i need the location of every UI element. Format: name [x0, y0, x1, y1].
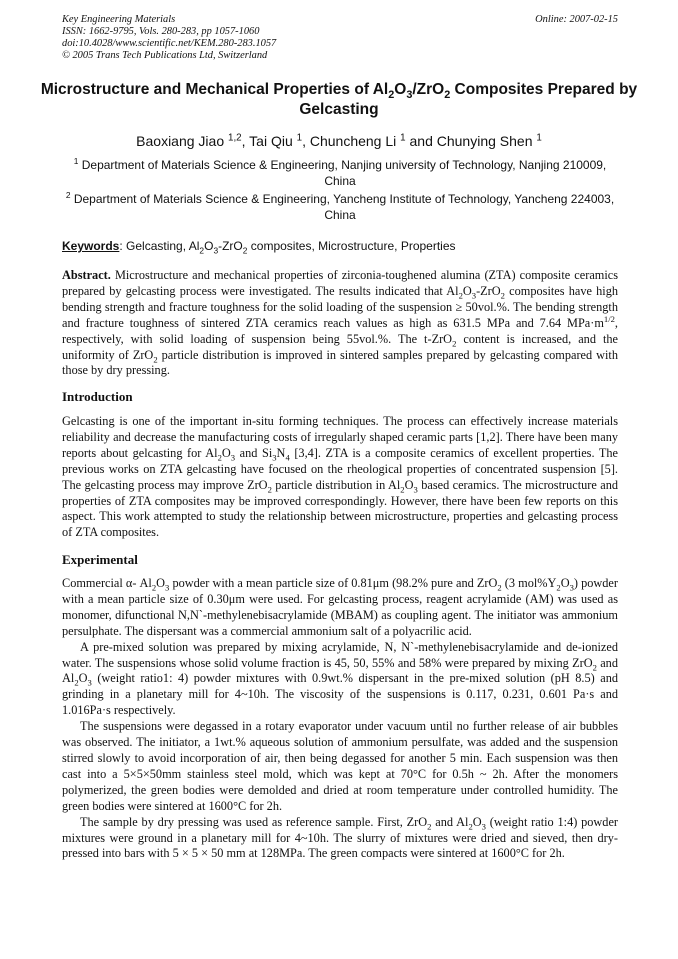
author-affil-mark: 1,2	[228, 132, 242, 144]
author-list	[40, 132, 638, 150]
keyword-sub: 3	[213, 245, 219, 256]
experimental-paragraph-2	[62, 640, 618, 720]
journal-name: Key Engineering Materials	[62, 14, 176, 25]
online-date: Online: 2007-02-15	[535, 14, 618, 25]
sub: 3	[272, 452, 277, 463]
affil-text: Department of Materials Science & Engineering, Nanjing university of Technology, Nanjing 210009, China	[78, 158, 607, 188]
title-text: O	[394, 81, 407, 98]
keywords-colon: :	[119, 239, 123, 253]
experimental-paragraph-1	[62, 576, 618, 640]
keyword-text: Gelcasting, Al	[122, 239, 200, 253]
exp-text: and Al	[431, 814, 469, 829]
intro-text: based ceramics. The microstructure and properties of ZTA composites may be improved correspondingly. However, there have been few reports on this aspect. This work attempted to study the relationship between microstructure, properties and gelcasting process of ZTA composites.	[62, 477, 619, 540]
affil-mark: 1	[73, 156, 79, 166]
intro-text: O	[221, 445, 231, 460]
paper-title	[40, 80, 638, 120]
sub: 2	[452, 338, 457, 349]
title-sub: 3	[406, 89, 413, 102]
exp-text: O	[472, 814, 482, 829]
intro-text: O	[404, 477, 414, 492]
affiliation-1	[62, 157, 618, 189]
sub: 4	[285, 452, 290, 463]
sub: 3	[569, 582, 574, 593]
sub: 2	[151, 582, 157, 593]
abstract-text: particle distribution is improved in sintered samples prepared by gelcasting compared with those by dry pressing.	[62, 347, 618, 378]
abstract-text: -ZrO	[476, 283, 501, 298]
title-text: Composites Prepared by Gelcasting	[299, 81, 638, 118]
abstract-text: Microstructure and mechanical properties of zirconia-toughened alumina (ZTA) composite ceramics prepared by gelcasting process were investigated. The results indicated that Al	[62, 268, 618, 298]
section-heading-experimental: Experimental	[62, 552, 138, 567]
keyword-text: O	[204, 239, 214, 253]
sup: 1/2	[603, 313, 615, 324]
sub: 3	[87, 677, 92, 688]
exp-text: and Al	[62, 655, 618, 686]
sub: 3	[413, 484, 418, 495]
sub: 2	[468, 821, 473, 832]
abstract-text: O	[462, 283, 472, 298]
keywords	[62, 238, 618, 254]
keyword-text: -ZrO	[218, 239, 243, 253]
sub: 3	[165, 582, 170, 593]
keyword-text: composites, Microstructure, Properties	[247, 239, 456, 253]
sub: 2	[153, 353, 158, 364]
doi-line: doi:10.4028/www.scientific.net/KEM.280-283.1057	[62, 38, 277, 49]
intro-text: Gelcasting is one of the important in-situ forming techniques. The process can effectively increase materials reliability and decrease the manufacturing costs of irregularly shaped ceramic parts [1,2]. There have been many reports about gelcasting for Al	[62, 414, 618, 460]
abstract-text: content is increased, and the uniformity of ZrO	[62, 331, 618, 362]
exp-text: (weight ratio 1:4) powder mixtures were ground in a planetary mill for 4~10h. The slurry of mixtures were dried and sieved, then dry-pressed into bars with 5 × 5 × 50 mm at 128MPa. The green compacts were sintered at 1600°C for 2h.	[62, 814, 618, 861]
introduction-body	[62, 414, 618, 541]
journal-header	[62, 14, 618, 62]
affil-mark: 2	[65, 190, 71, 200]
sub: 2	[497, 582, 502, 593]
exp-text: The sample by dry pressing was used as reference sample. First, ZrO	[80, 814, 428, 829]
sub: 2	[74, 677, 79, 688]
exp-text: O	[560, 576, 570, 590]
title-sub: 2	[444, 89, 451, 102]
exp-text: (weight ratio1: 4) powder mixtures with 0.9wt.% dispersant in the pre-mixed solution (pH 8.5) and grinding in a planetary mill for 4~10h. The viscosity of the suspensions is 0.117, 0.231, 0.601 Pa·s and 1.016Pa·s respectively.	[62, 671, 618, 718]
sub: 2	[400, 484, 405, 495]
exp-text: (3 mol%Y	[501, 576, 557, 590]
exp-text: Commercial α- Al	[62, 576, 152, 590]
exp-text: O	[78, 671, 88, 686]
title-sub: 2	[388, 89, 395, 102]
issn-line: ISSN: 1662-9795, Vols. 280-283, pp 1057-1060	[62, 26, 260, 37]
exp-text: A pre-mixed solution was prepared by mixing acrylamide, N, N`-methylenebisacrylamide and de-ionized water. The suspensions whose solid volume fraction is 45, 50, 55% and 58% were prepared by mixing ZrO	[62, 639, 618, 670]
title-text: /ZrO	[412, 81, 445, 98]
sub: 2	[556, 582, 561, 593]
intro-text: and Si	[235, 445, 273, 460]
sub: 3	[471, 290, 477, 301]
abstract	[62, 268, 618, 379]
sub: 3	[230, 452, 236, 463]
intro-text: N	[276, 445, 286, 460]
abstract-text: , respectively, with solid loading of suspension being 55vol.%. The t-ZrO	[62, 315, 618, 346]
experimental-paragraph-4	[62, 815, 618, 863]
author-affil-mark: 1	[536, 132, 542, 144]
author: , Chuncheng Li	[302, 133, 401, 149]
intro-text: particle distribution in Al	[271, 477, 401, 492]
abstract-text: composites have high bending strength and fracture toughness for the solid loading of the suspension ≥ 50vol.%. The bending strength and fracture toughness of sintered ZTA ceramics reach values as high as 631.5 MPa and 7.64 MPa·m	[62, 283, 618, 330]
keywords-label: Keywords	[62, 239, 120, 253]
copyright-line: © 2005 Trans Tech Publications Ltd, Switzerland	[62, 50, 268, 61]
sub: 2	[427, 821, 432, 832]
experimental-paragraph-3: The suspensions were degassed in a rotary evaporator under vacuum until no further release of air bubbles was observed. The initiator, a 1wt.% aqueous solution of ammonium persulfate, was added and the suspension stirred slowly to avoid incorporation of air, then being degassed for another 5 min. Each suspension was then cast into a 5×5×50mm stainless steel mold, which was kept at 70°C for 0.5h ~ 2h. After the monomers polymerized, the green bodies were demolded and dried at room temperature under controlled humidity. The green bodies were sintered at 1600°C for 2h.	[62, 719, 618, 813]
author-affil-mark: 1	[296, 132, 303, 144]
affiliation-2	[62, 191, 618, 223]
abstract-label: Abstract.	[62, 268, 111, 282]
sub: 2	[458, 290, 463, 301]
title-text: Microstructure and Mechanical Properties of Al	[40, 81, 389, 98]
author-affil-mark: 1	[400, 132, 406, 144]
sub: 2	[500, 290, 505, 301]
sub: 2	[267, 484, 272, 495]
author: and Chunying Shen	[405, 133, 537, 149]
intro-text: [3,4]. ZTA is a composite ceramics of excellent properties. The previous works on ZTA gelcasting have focused on the rheological properties of concentrated suspension [5]. The gelcasting process may improve ZrO	[62, 445, 618, 492]
author: , Tai Qiu	[241, 133, 297, 149]
keyword-sub: 2	[199, 245, 205, 256]
author: Baoxiang Jiao	[136, 133, 228, 149]
keyword-sub: 2	[242, 245, 248, 256]
sub: 2	[217, 452, 222, 463]
experimental-body	[62, 576, 618, 862]
affil-text: Department of Materials Science & Engineering, Yancheng Institute of Technology, Yancheng 224003, China	[70, 192, 615, 222]
exp-text: powder with a mean particle size of 0.81μm (98.2% pure and ZrO	[169, 576, 498, 590]
exp-text: ) powder with a mean particle size of 0.30μm were used. For gelcasting process, reagent acrylamide (AM) was used as monomer, difunctional N,N`-methylenebisacrylamide (MBAM) as coupling agent. The initiator was ammonium persulphate. The dispersant was a commercial ammonium salt of a polyacrilic acid.	[62, 576, 618, 638]
sub: 3	[481, 821, 486, 832]
sub: 2	[592, 661, 597, 672]
exp-text: O	[156, 576, 166, 590]
section-heading-introduction: Introduction	[62, 389, 133, 404]
